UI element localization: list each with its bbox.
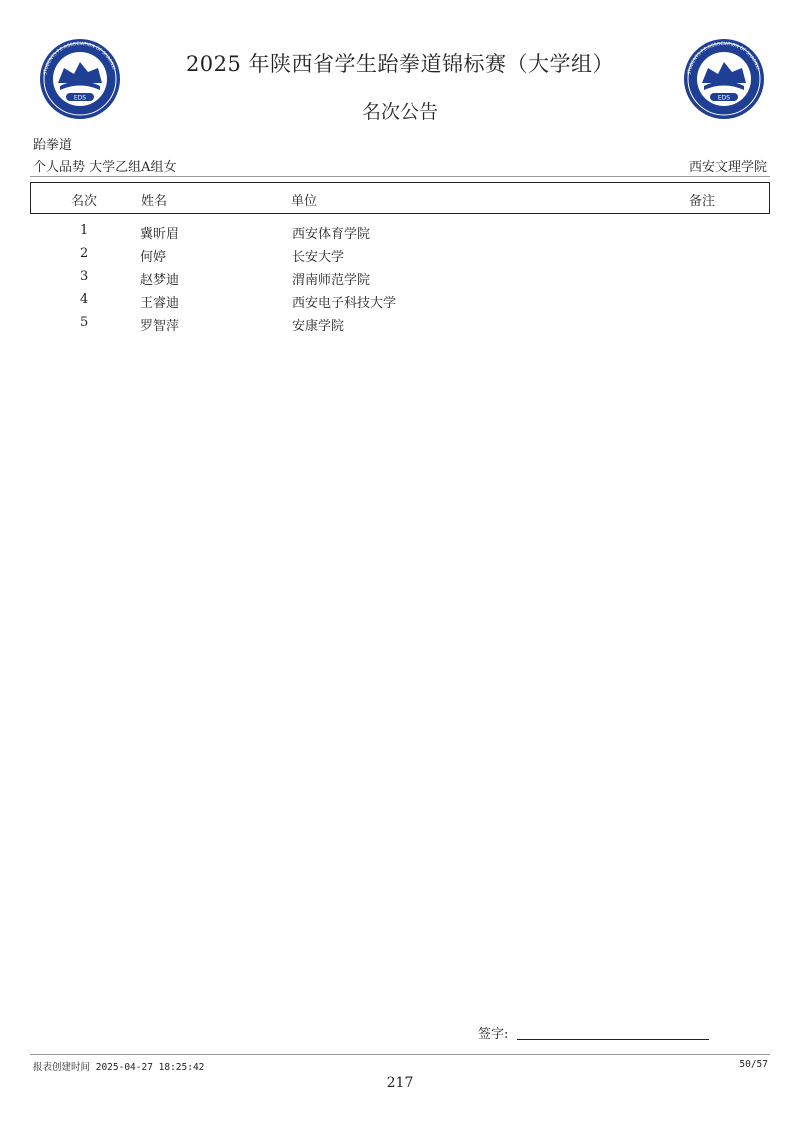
name-cell: 王睿迪 (140, 296, 180, 311)
rank-cell: 1 (80, 223, 89, 238)
sport-label: 跆拳道 (33, 138, 73, 153)
svg-text:EDS: EDS (717, 94, 731, 102)
unit-cell: 安康学院 (292, 319, 345, 334)
unit-cell: 西安体育学院 (292, 227, 371, 242)
name-cell: 何婷 (140, 250, 167, 265)
footer-divider (30, 1054, 770, 1055)
unit-cell: 西安电子科技大学 (292, 296, 397, 311)
svg-text:STUDENTS P.E.ASSOCIATION OF SH: STUDENTS P.E.ASSOCIATION OF SHAANXI (43, 41, 116, 76)
rank-cell: 2 (80, 246, 89, 261)
host-label: 西安文理学院 (688, 160, 767, 175)
signature-line (517, 1039, 709, 1040)
signature-label: 签字: (478, 1027, 509, 1042)
column-header-rank: 名次 (71, 194, 98, 209)
unit-cell: 渭南师范学院 (292, 273, 371, 288)
column-header-unit: 单位 (291, 194, 318, 209)
svg-text:STUDENTS P.E.ASSOCIATION OF SH: STUDENTS P.E.ASSOCIATION OF SHAANXI (687, 41, 760, 76)
unit-cell: 长安大学 (292, 250, 345, 265)
rank-cell: 3 (80, 269, 89, 284)
column-header-note: 备注 (689, 194, 716, 209)
page-title: 2025 年陕西省学生跆拳道锦标赛（大学组） (185, 52, 615, 76)
page-number: 217 (386, 1075, 414, 1091)
results-table (30, 222, 770, 337)
table-row (30, 222, 770, 245)
report-created-time: 报表创建时间 2025-04-27 18:25:42 (33, 1062, 205, 1073)
name-cell: 罗智萍 (140, 319, 180, 334)
header-divider (30, 176, 770, 177)
page-fraction: 50/57 (739, 1059, 768, 1070)
event-label: 个人品势 大学乙组A组女 (33, 160, 177, 175)
page-subtitle: 名次公告 (361, 101, 438, 123)
name-cell: 赵梦迪 (140, 273, 180, 288)
table-row (30, 268, 770, 291)
name-cell: 冀昕眉 (140, 227, 180, 242)
table-row (30, 314, 770, 337)
table-row (30, 245, 770, 268)
column-header-name: 姓名 (141, 194, 168, 209)
table-header (30, 182, 770, 214)
table-row (30, 291, 770, 314)
rank-cell: 4 (80, 292, 89, 307)
svg-text:EDS: EDS (73, 94, 87, 102)
rank-cell: 5 (80, 315, 89, 330)
